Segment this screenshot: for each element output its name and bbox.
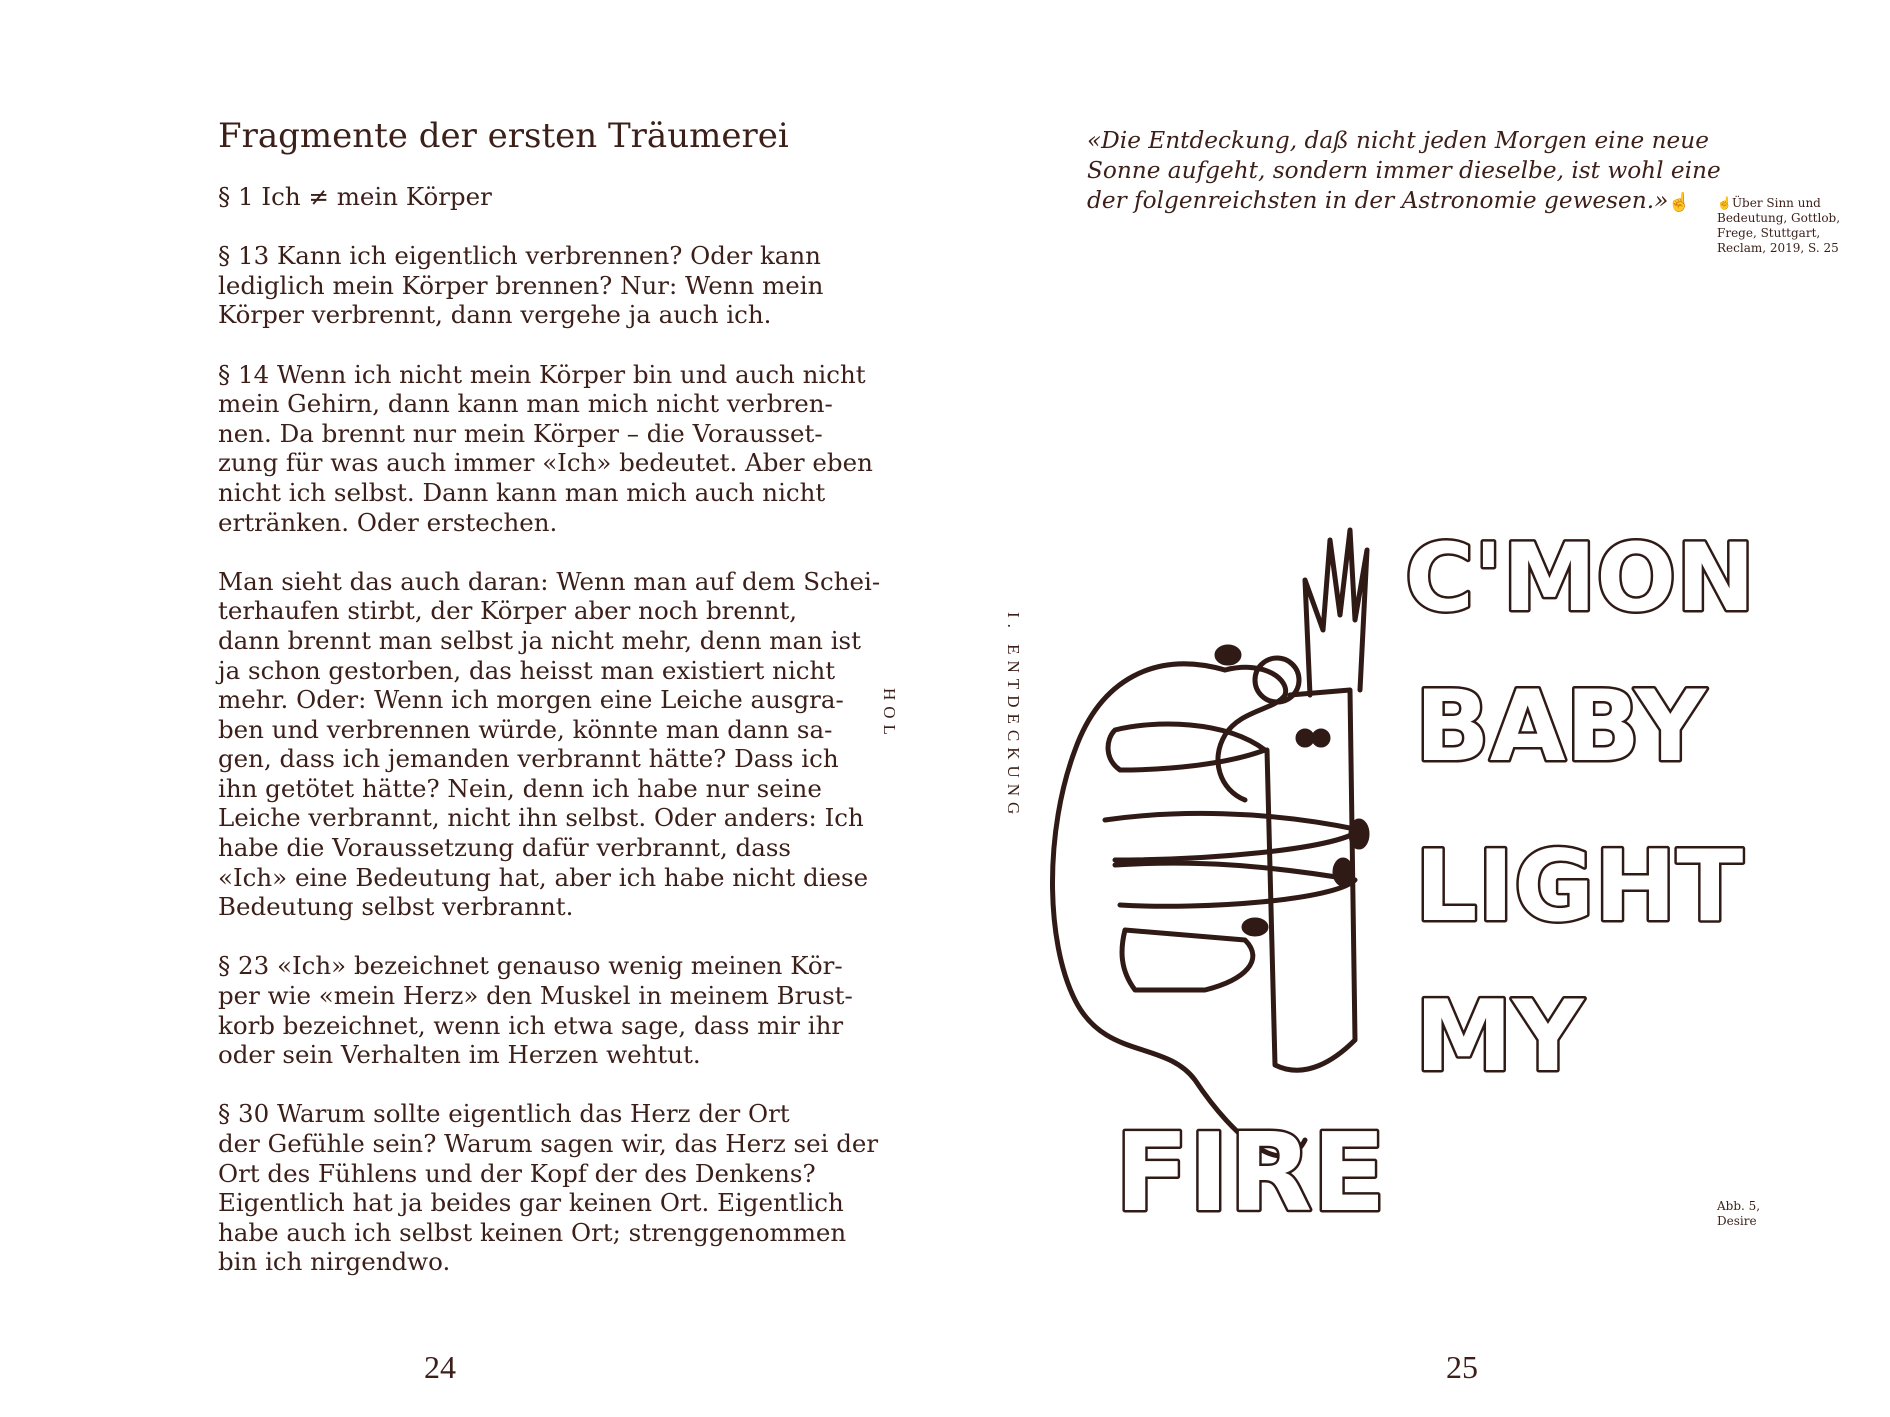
page-number-right: 25 xyxy=(1446,1349,1478,1385)
text-line: ja schon gestorben, das heisst man existiert nicht xyxy=(218,655,836,685)
finger-3 xyxy=(1115,863,1355,906)
paragraph-section-1 xyxy=(218,182,838,212)
text-line: § 13 Kann ich eigentlich verbrennen? Oder kann xyxy=(218,241,821,271)
text-line: Bedeutung selbst verbrannt. xyxy=(218,892,574,922)
sidenote-line: Bedeutung, Gottlob, xyxy=(1717,211,1841,225)
text-line: habe die Voraussetzung dafür verbrannt, dass xyxy=(218,833,791,863)
fingernail xyxy=(1216,646,1240,664)
text-line: zung für was auch immer «Ich» bedeutet. Aber eben xyxy=(218,448,873,478)
paragraph-section-30 xyxy=(218,1099,879,1277)
sidenote-line: ☝Über Sinn und xyxy=(1717,196,1821,210)
illustration-hand-with-lighter xyxy=(1005,520,1825,1260)
text-line: terhaufen stirbt, der Körper aber noch brennt, xyxy=(218,596,798,626)
text-line: ihn getötet hätte? Nein, denn ich habe nur seine xyxy=(218,773,822,803)
text-line: Eigentlich hat ja beides gar keinen Ort. Eigentlich xyxy=(218,1188,844,1218)
text-line: § 30 Warum sollte eigentlich das Herz der Ort xyxy=(218,1099,790,1129)
eye-right xyxy=(1313,730,1329,746)
sidenote-line: Reclam, 2019, S. 25 xyxy=(1717,241,1839,255)
text-line: bin ich nirgendwo. xyxy=(218,1247,451,1277)
text-line: korb bezeichnet, wenn ich etwa sage, dass mir ihr xyxy=(218,1010,844,1040)
epigraph-quote xyxy=(1087,126,1721,218)
caption-line: Desire xyxy=(1717,1214,1757,1228)
text-line: dann brennt man selbst ja nicht mehr, denn man ist xyxy=(218,625,861,655)
text-line: Leiche verbrannt, nicht ihn selbst. Oder anders: Ich xyxy=(218,803,864,833)
text-line: gen, dass ich jemanden verbrannt hätte? Dass ich xyxy=(218,744,839,774)
text-line: mein Gehirn, dann kann man mich nicht verbren- xyxy=(218,389,833,419)
sidenote-line: Frege, Stuttgart, xyxy=(1717,226,1821,240)
text-line: § 14 Wenn ich nicht mein Körper bin und auch nicht xyxy=(218,359,866,389)
text-line: der Gefühle sein? Warum sagen wir, das Herz sei der xyxy=(218,1129,879,1158)
figure-caption xyxy=(1717,1199,1760,1229)
text-line: Man sieht das auch daran: Wenn man auf dem Schei- xyxy=(218,566,881,596)
fingernail xyxy=(1350,820,1368,848)
text-line: ben und verbrennen würde, könnte man dann sa- xyxy=(218,714,833,744)
lighter-wheel xyxy=(1255,658,1299,702)
text-line: nen. Da brennt nur mein Körper – die Vorausset- xyxy=(218,418,823,448)
lettering-baby: BABY xyxy=(1415,670,1706,784)
finger-2 xyxy=(1105,813,1360,860)
running-head-chapter: I. ENTDECKUNG xyxy=(1004,612,1023,821)
text-line: § 23 «Ich» bezeichnet genauso wenig meinen Kör- xyxy=(218,951,843,981)
text-line: oder sein Verhalten im Herzen wehtut. xyxy=(218,1040,701,1070)
eye-left xyxy=(1297,730,1313,746)
illustration-svg xyxy=(1005,520,1825,1260)
text-line: Ort des Fühlens und der Kopf der des Denkens? xyxy=(218,1158,816,1188)
pointing-hand-icon: ☝ xyxy=(1668,192,1691,213)
quote-line: «Die Entdeckung, daß nicht jeden Morgen eine neue xyxy=(1087,127,1709,154)
text-line: nicht ich selbst. Dann kann man mich auch nicht xyxy=(218,477,826,507)
text-line: mehr. Oder: Wenn ich morgen eine Leiche ausgra- xyxy=(218,685,844,715)
lettering-my: MY xyxy=(1415,980,1584,1094)
quote-line-text: der folgenreichsten in der Astronomie gewesen.» xyxy=(1087,187,1669,214)
finger-1 xyxy=(1108,724,1265,770)
text-line: Körper verbrennt, dann vergehe ja auch ich. xyxy=(218,300,772,330)
fingernail xyxy=(1243,919,1267,935)
paragraph-scheiterhaufen xyxy=(218,566,881,922)
text-line: per wie «mein Herz» den Muskel in meinem Brust- xyxy=(218,981,853,1011)
chapter-title: Fragmente der ersten Träumerei xyxy=(218,116,789,156)
text-line: § 1 Ich ≠ mein Körper xyxy=(218,182,492,211)
text-line: ertränken. Oder erstechen. xyxy=(218,507,558,537)
text-line: lediglich mein Körper brennen? Nur: Wenn mein xyxy=(218,270,824,300)
running-head-author: HOL xyxy=(880,688,899,741)
lettering-light: LIGHT xyxy=(1415,830,1744,944)
lettering-fire: FIRE xyxy=(1115,1111,1386,1236)
paragraph-section-14 xyxy=(218,359,873,538)
lettering-cmon: C'MON xyxy=(1405,524,1755,633)
quote-line: Sonne aufgeht, sondern immer dieselbe, ist wohl eine xyxy=(1087,157,1721,184)
fingernail xyxy=(1334,859,1352,885)
page-number-left: 24 xyxy=(424,1349,456,1385)
flame xyxy=(1305,530,1367,695)
heart-outline xyxy=(1053,664,1306,1156)
sidenote-citation xyxy=(1717,196,1867,256)
finger-4 xyxy=(1122,930,1253,990)
text-line: «Ich» eine Bedeutung hat, aber ich habe nicht diese xyxy=(218,862,869,892)
body-text xyxy=(218,182,881,1307)
text-line: habe auch ich selbst keinen Ort; strenggenommen xyxy=(218,1217,847,1247)
quote-line xyxy=(1087,186,1707,218)
caption-line: Abb. 5, xyxy=(1717,1199,1761,1213)
paragraph-section-23 xyxy=(218,951,853,1070)
paragraph-section-13 xyxy=(218,241,838,330)
